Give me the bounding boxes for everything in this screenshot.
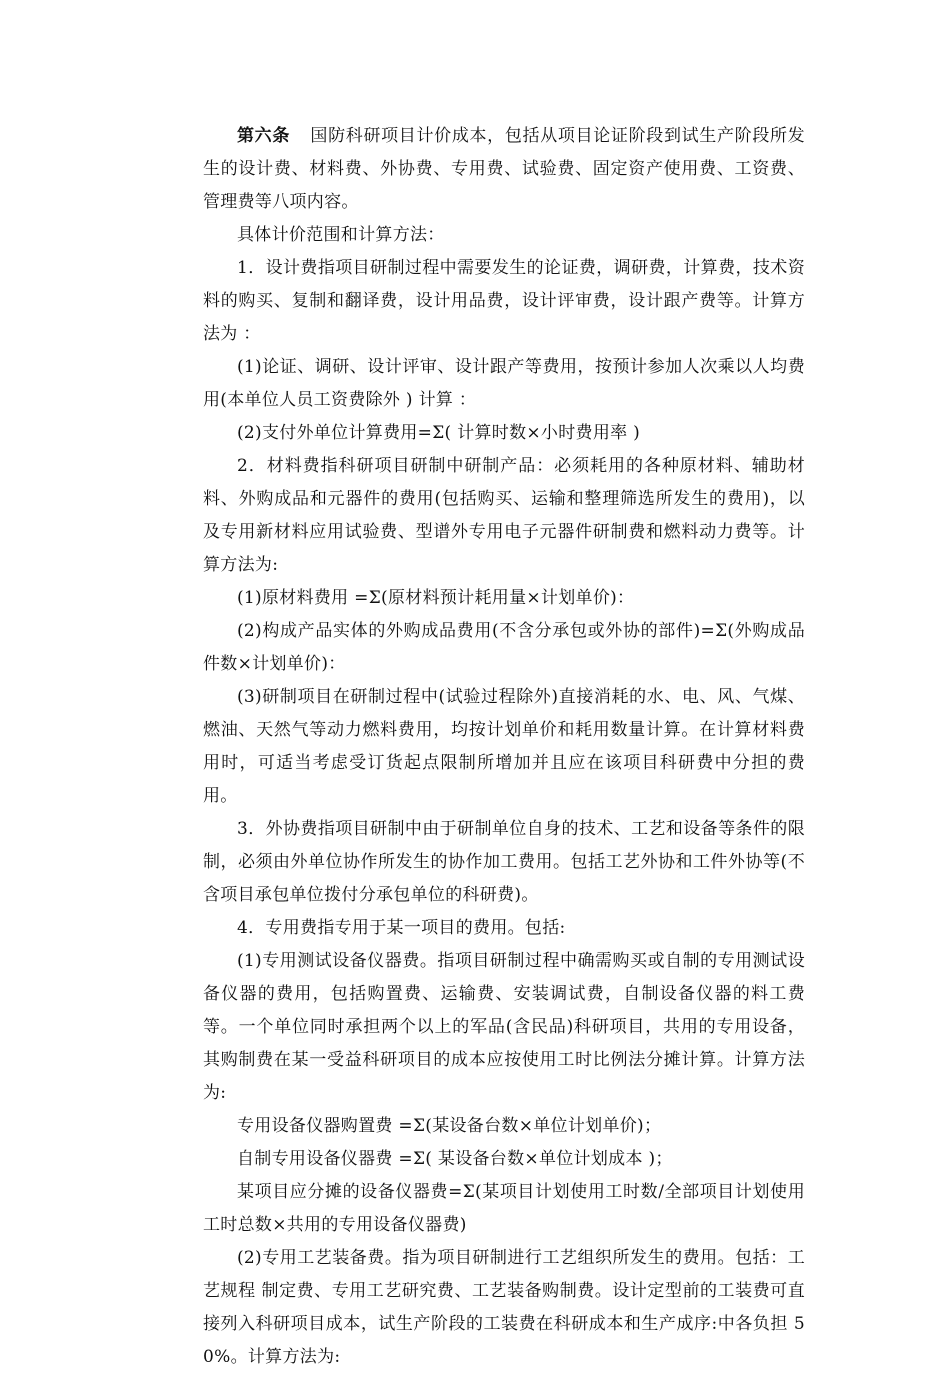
paragraph-special-fee-item-1: (1)专用测试设备仪器费。指项目研制过程中确需购买或自制的专用测试设备仪器的费用，包括购置费、运输费、安装调试费，自制设备仪器的料工费等。一个单位同时承担两个以上的军品(含民品)科研项目，共用的专用设备，其购制费在某一受益科研项目的成本应按使用工时比例法分摊计算。计算方法为:: [203, 951, 805, 1103]
document-body: [203, 120, 805, 1374]
paragraph-design-fee: 1．设计费指项目研制过程中需要发生的论证费，调研费，计算费，技术资料的购买、复制和翻译费，设计用品费，设计评审费，设计跟产费等。计算方法为 ：: [203, 258, 805, 344]
article-paragraph: [203, 120, 805, 219]
article-heading: 第六条: [237, 126, 291, 146]
paragraph-material-fee-item-2: (2)构成产品实体的外购成品费用(不含分承包或外协的部件)=Σ(外购成品件数×计划单价)：: [203, 621, 805, 674]
paragraph-design-fee-item-2: (2)支付外单位计算费用=Σ( 计算时数×小时费用率 ): [237, 423, 641, 443]
paragraph-special-fee: 4．专用费指专用于某一项目的费用。包括:: [237, 918, 566, 938]
paragraph-design-fee-item-1: (1)论证、调研、设计评审、设计跟产等费用，按预计参加人次乘以人均费用(本单位人员工资费除外 ) 计算 ：: [203, 357, 805, 410]
paragraph-outsourcing-fee: 3．外协费指项目研制中由于研制单位自身的技术、工艺和设备等条件的限制，必须由外单位协作所发生的协作加工费用。包括工艺外协和工件外协等(不含项目承包单位拨付分承包单位的科研费)。: [203, 819, 805, 905]
paragraph-material-fee-item-1: (1)原材料费用 =Σ(原材料预计耗用量×计划单价)：: [237, 588, 635, 608]
article-intro: 国防科研项目计价成本，包括从项目论证阶段到试生产阶段所发生的设计费、材料费、外协费、专用费、试验费、固定资产使用费、工资费、管理费等八项内容。: [203, 126, 805, 212]
paragraph-special-fee-item-2: (2)专用工艺装备费。指为项目研制进行工艺组织所发生的费用。包括：工艺规程 制定费、专用工艺研究费、工艺装备购制费。设计定型前的工装费可直接列入科研项目成本，试生产阶段的工装费在科研成本和生产成序:中各负担 50%。计算方法为:: [203, 1248, 805, 1367]
paragraph-material-fee-item-3: (3)研制项目在研制过程中(试验过程除外)直接消耗的水、电、风、气煤、燃油、天然气等动力燃料费用，均按计划单价和耗用数量计算。在计算材料费用时，可适当考虑受订货起点限制所增加并且应在该项目科研费中分担的费用。: [203, 687, 805, 806]
formula-allocation: 某项目应分摊的设备仪器费=Σ(某项目计划使用工时数/全部项目计划使用工时总数×共用的专用设备仪器费): [203, 1182, 805, 1235]
formula-purchase: 专用设备仪器购置费 =Σ(某设备台数×单位计划单价)；: [237, 1116, 662, 1136]
paragraph-material-fee: 2．材料费指科研项目研制中研制产品：必须耗用的各种原材料、辅助材料、外购成品和元器件的费用(包括购买、运输和整理筛选所发生的费用)，以及专用新材料应用试验费、型谱外专用电子元器件研制费和燃料动力费等。计算方法为:: [203, 456, 805, 575]
formula-self-made: 自制专用设备仪器费 =Σ( 某设备台数×单位计划成本 )；: [237, 1149, 673, 1169]
paragraph-scope-intro: 具体计价范围和计算方法：: [237, 225, 445, 245]
